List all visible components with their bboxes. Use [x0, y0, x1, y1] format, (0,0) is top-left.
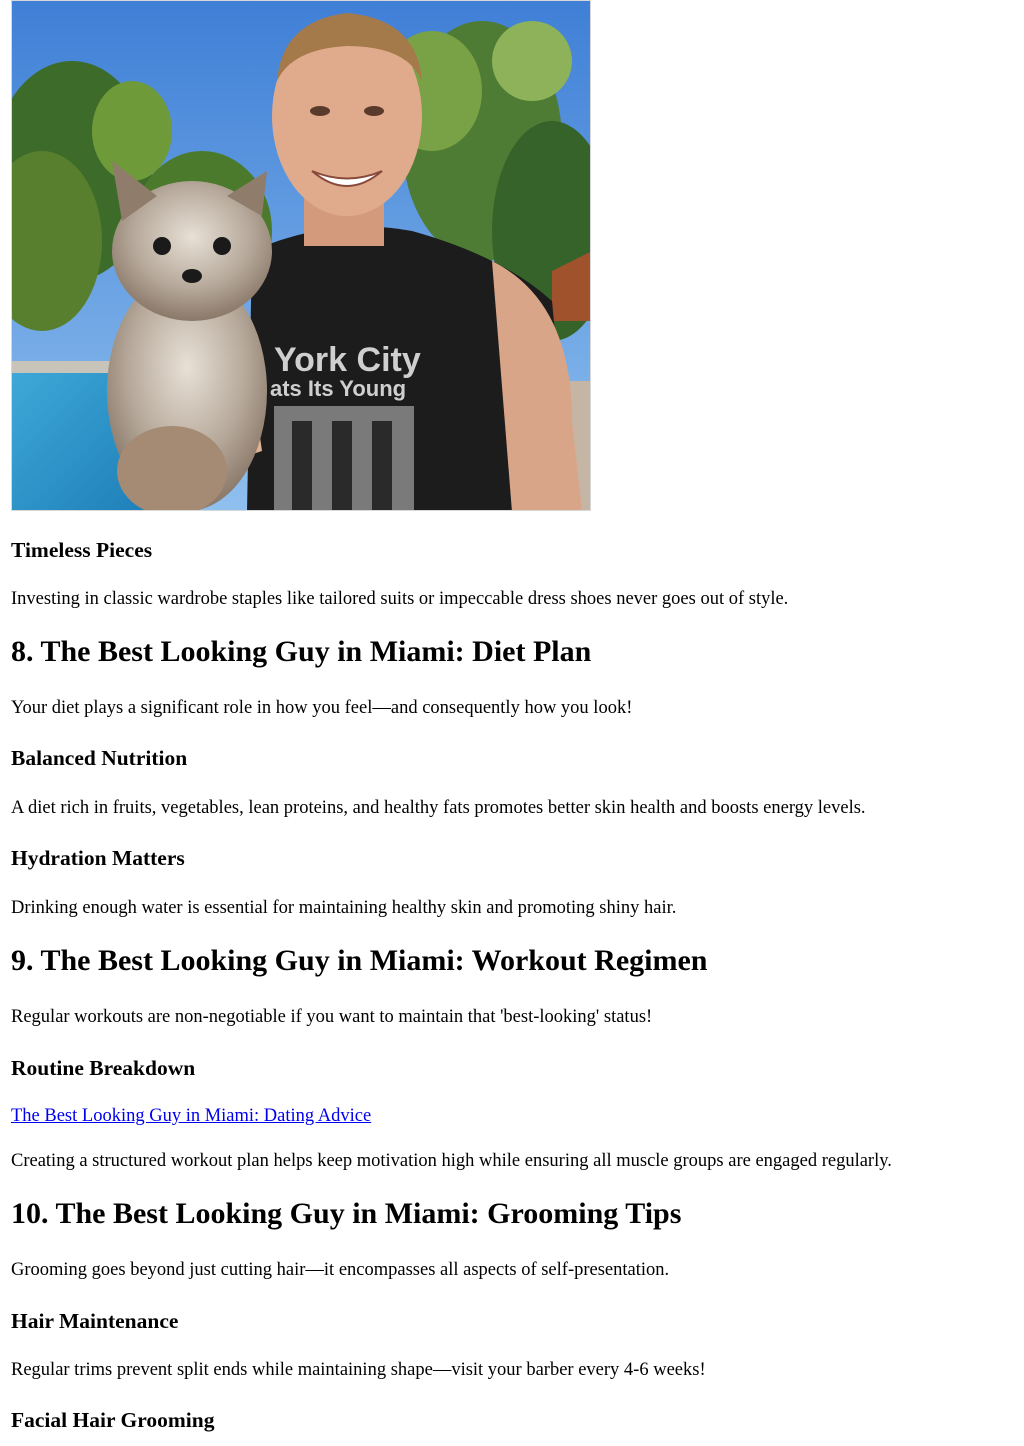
- paragraph-routine-breakdown: Creating a structured workout plan helps keep motivation high while ensuring all muscle groups are engaged regularly.: [11, 1151, 892, 1171]
- heading-grooming-tips: 10. The Best Looking Guy in Miami: Grooming Tips: [11, 1197, 682, 1230]
- heading-facial-hair-grooming: Facial Hair Grooming: [11, 1408, 215, 1432]
- paragraph-balanced-nutrition: A diet rich in fruits, vegetables, lean proteins, and healthy fats promotes better skin health and boosts energy levels.: [11, 798, 866, 818]
- shirt-text-line1: York City: [274, 341, 421, 379]
- heading-timeless-pieces: Timeless Pieces: [11, 538, 153, 562]
- paragraph-grooming-intro: Grooming goes beyond just cutting hair—it encompasses all aspects of self-presentation.: [11, 1260, 670, 1280]
- paragraph-diet-intro: Your diet plays a significant role in how you feel—and consequently how you look!: [11, 698, 633, 718]
- photo-man-holding-dog-icon: [12, 1, 591, 511]
- paragraph-workout-intro: Regular workouts are non-negotiable if you want to maintain that 'best-looking' status!: [11, 1007, 653, 1027]
- heading-workout-regimen: 9. The Best Looking Guy in Miami: Workout Regimen: [11, 944, 708, 977]
- paragraph-timeless-pieces: Investing in classic wardrobe staples like tailored suits or impeccable dress shoes never goes out of style.: [11, 589, 789, 609]
- heading-hair-maintenance: Hair Maintenance: [11, 1309, 179, 1333]
- heading-hydration-matters: Hydration Matters: [11, 846, 185, 870]
- article-photo: [11, 0, 591, 511]
- heading-diet-plan: 8. The Best Looking Guy in Miami: Diet Plan: [11, 635, 592, 668]
- heading-balanced-nutrition: Balanced Nutrition: [11, 746, 188, 770]
- paragraph-hair-maintenance: Regular trims prevent split ends while maintaining shape—visit your barber every 4-6 weeks!: [11, 1360, 706, 1380]
- shirt-text-line2: ats Its Young: [270, 376, 407, 401]
- paragraph-hydration-matters: Drinking enough water is essential for maintaining healthy skin and promoting shiny hair.: [11, 898, 677, 918]
- heading-routine-breakdown: Routine Breakdown: [11, 1056, 196, 1080]
- link-dating-advice[interactable]: The Best Looking Guy in Miami: Dating Advice: [11, 1106, 372, 1126]
